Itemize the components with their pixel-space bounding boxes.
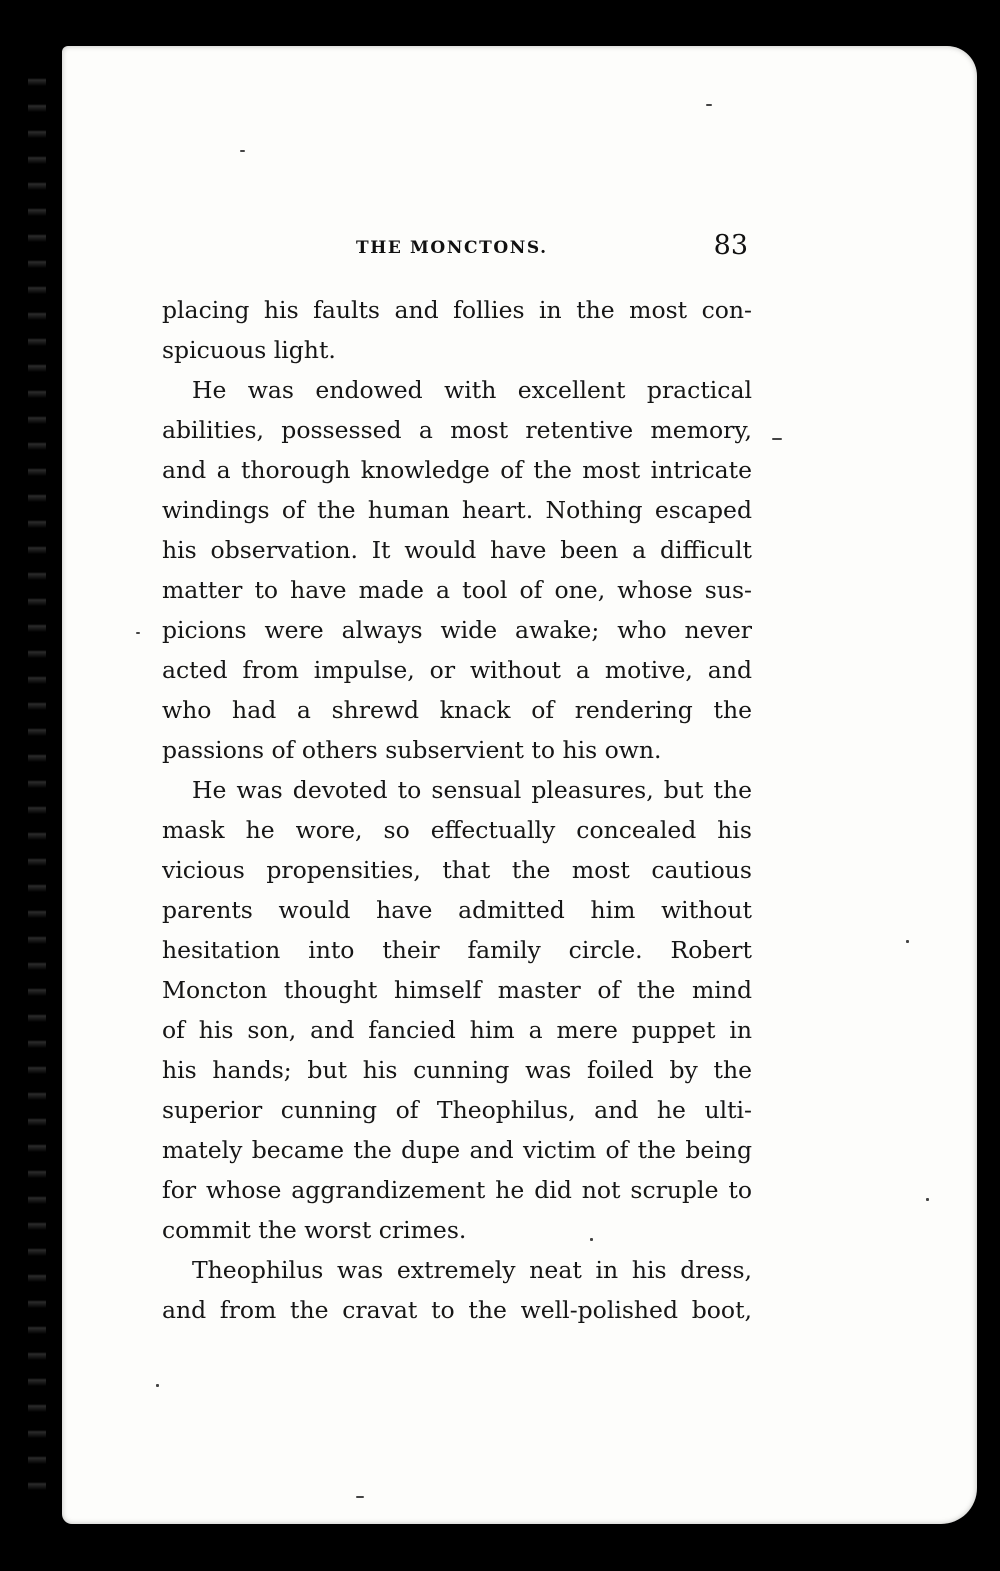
text-line: picions were always wide awake; who never	[162, 616, 752, 644]
text-line: and from the cravat to the well-polished boot,	[162, 1296, 752, 1324]
paragraph	[162, 290, 752, 370]
text-line: spicuous light.	[162, 336, 336, 364]
text-line: for whose aggrandizement he did not scruple to	[162, 1176, 752, 1204]
paragraph	[162, 370, 752, 770]
text-line: mately became the dupe and victim of the being	[162, 1136, 752, 1164]
text-line: passions of others subservient to his own.	[162, 736, 662, 764]
text-line: his observation. It would have been a difficult	[162, 536, 752, 564]
paragraph	[162, 770, 752, 1250]
paragraph	[162, 1250, 752, 1330]
running-title: THE MONCTONS.	[356, 238, 548, 258]
scan-speck	[136, 632, 140, 634]
scan-speck	[926, 1198, 929, 1201]
text-line: acted from impulse, or without a motive, and	[162, 656, 752, 684]
text-line: and a thorough knowledge of the most intricate	[162, 456, 752, 484]
scan-speck	[356, 1496, 364, 1498]
scan-speck	[772, 438, 782, 440]
book-spine-shadow	[28, 60, 46, 1490]
text-line: mask he wore, so effectually concealed his	[162, 816, 752, 844]
text-line: Theophilus was extremely neat in his dress,	[192, 1256, 752, 1284]
scan-speck	[156, 1384, 159, 1387]
text-line: vicious propensities, that the most cautious	[162, 856, 752, 884]
text-line: his hands; but his cunning was foiled by the	[162, 1056, 752, 1084]
text-line: matter to have made a tool of one, whose sus-	[162, 576, 752, 604]
text-line: parents would have admitted him without	[162, 896, 752, 924]
text-line: windings of the human heart. Nothing escaped	[162, 496, 752, 524]
text-line: Moncton thought himself master of the mind	[162, 976, 752, 1004]
scan-speck	[706, 104, 712, 106]
text-line: He was endowed with excellent practical	[192, 376, 752, 404]
text-line: who had a shrewd knack of rendering the	[162, 696, 752, 724]
scan-speck	[906, 940, 909, 943]
text-line: hesitation into their family circle. Robert	[162, 936, 752, 964]
text-line: of his son, and fancied him a mere puppet in	[162, 1016, 752, 1044]
text-line: superior cunning of Theophilus, and he ulti-	[162, 1096, 752, 1124]
body-text	[162, 290, 752, 1330]
text-line: placing his faults and follies in the most con-	[162, 296, 752, 324]
text-line: He was devoted to sensual pleasures, but the	[192, 776, 752, 804]
page-number: 83	[713, 230, 748, 261]
scan-speck	[240, 150, 245, 152]
text-line: abilities, possessed a most retentive memory,	[162, 416, 752, 444]
text-line: commit the worst crimes.	[162, 1216, 467, 1244]
page-header	[162, 228, 752, 268]
